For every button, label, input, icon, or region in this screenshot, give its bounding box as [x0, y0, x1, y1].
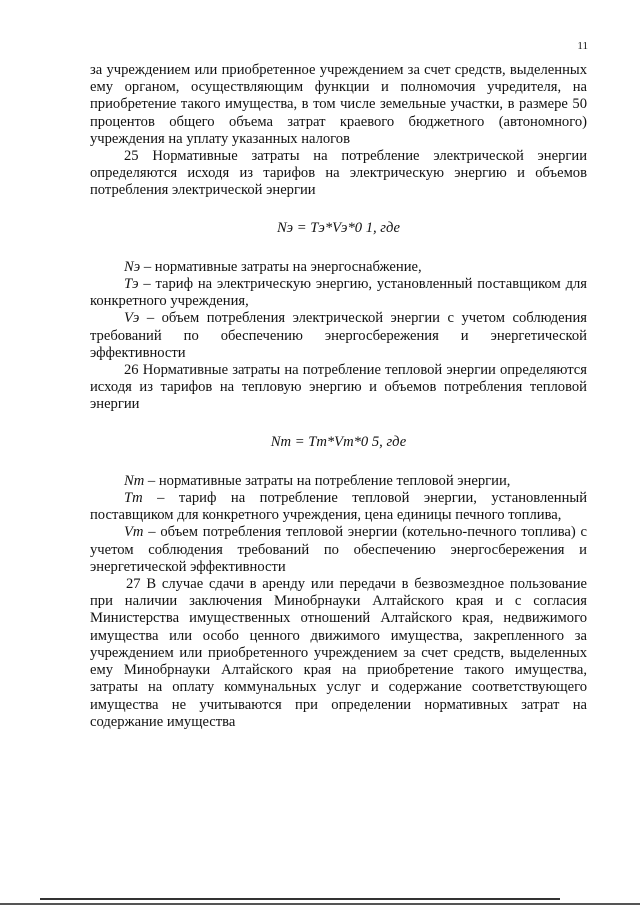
definition-t-e-var: Tэ: [124, 276, 139, 293]
paragraph-27: 27 В случае сдачи в аренду или передачи в безвозмездное пользование при наличии заключения Минобрнауки Алтайского края и с согласия Министерства имущественных отношений Алтайского края, недвижимого имущества или особо ценного движимого имущества, закрепленного за учреждением или приобретенного учреждением за счет средств, выделенных ему Минобрнауки Алтайского края на приобретение такого имущества, затраты на оплату коммунальных услуг и содержание соответствующего имущества не учитываются при определении нормативных затрат на содержание имущества: [90, 576, 587, 730]
definition-v-m-text: – объем потребления тепловой энергии (котельно-печного топлива) с учетом соблюдения требований по обеспечению энергосбережения и энергетической эффективности: [90, 524, 587, 575]
formula-electric-text: Nэ = Tэ*Vэ*0 1, где: [276, 219, 401, 236]
page-number: 11: [577, 40, 588, 52]
definition-t-e-text: – тариф на электрическую энергию, установленный поставщиком для конкретного учреждения,: [90, 276, 587, 310]
definition-n-m-text: – нормативные затраты на потребление тепловой энергии,: [144, 472, 511, 489]
formula-heat: [90, 434, 587, 451]
definition-n-m-var: Nm: [124, 472, 145, 489]
formula-heat-text: Nm = Tm*Vm*0 5, где: [270, 433, 407, 450]
formula-electric: [90, 220, 587, 237]
definition-v-e-text: – объем потребления электрической энергии с учетом соблюдения требований по обеспечению энергосбережения и энергетической эффективности: [90, 310, 587, 361]
definition-t-e: [90, 276, 587, 310]
definition-n-e-var: Nэ: [124, 258, 141, 275]
definition-t-m-text: – тариф на потребление тепловой энергии, установленный поставщиком для конкретного учреждения, цена единицы печного топлива,: [90, 490, 587, 524]
bottom-scan-edge: [0, 895, 640, 905]
definition-v-e: [90, 310, 587, 362]
definition-n-m: [90, 473, 587, 490]
definition-t-m: [90, 490, 587, 524]
definition-t-m-var: Tm: [124, 490, 143, 507]
paragraph-continuation: за учреждением или приобретенное учреждением за счет средств, выделенных ему органом, осуществляющим функции и полномочия учредителя, на приобретение такого имущества, в том числе земельные участки, в размере 50 процентов общего объема затрат краевого бюджетного (автономного) учреждения на уплату указанных налогов: [90, 62, 587, 147]
document-body: [90, 62, 587, 731]
paragraph-26: 26 Нормативные затраты на потребление тепловой энергии определяются исходя из тарифов на тепловую энергию и объемов потребления тепловой энергии: [90, 362, 587, 413]
definition-v-m-var: Vm: [124, 524, 144, 541]
paragraph-25: 25 Нормативные затраты на потребление электрической энергии определяются исходя из тарифов на электрическую энергию и объемов потребления электрической энергии: [90, 148, 587, 199]
definition-n-e-text: – нормативные затраты на энергоснабжение,: [140, 258, 422, 275]
definition-v-e-var: Vэ: [124, 310, 140, 327]
definition-n-e: [90, 259, 587, 276]
definition-v-m: [90, 524, 587, 576]
